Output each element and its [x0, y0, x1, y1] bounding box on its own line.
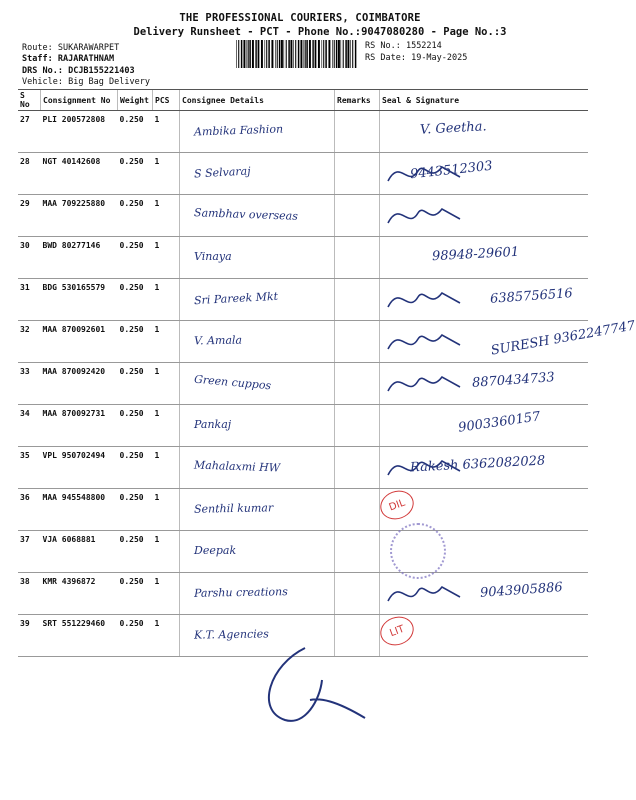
barcode-bar — [268, 40, 270, 68]
drs-label: DRS No.: — [22, 66, 63, 76]
vehicle-value: Big Bag Delivery — [68, 77, 150, 87]
consignee-cell — [180, 363, 335, 405]
table-row — [18, 573, 588, 615]
barcode-bar — [322, 40, 323, 68]
remarks-cell — [335, 405, 380, 447]
consignee-cell — [180, 573, 335, 615]
barcode-bar — [343, 40, 344, 68]
col-remarks: Remarks — [335, 90, 380, 111]
consignment-cell: VJA 6068881 — [41, 531, 118, 573]
barcode-bar — [355, 40, 357, 68]
remarks-cell — [335, 111, 380, 153]
remarks-cell — [335, 489, 380, 531]
signature-handwriting: 9443512303 — [409, 158, 494, 183]
barcode-bar — [247, 40, 248, 68]
signature-handwriting: 8870434733 — [471, 370, 556, 391]
rs-number — [365, 41, 442, 52]
col-consignment: Consignment No — [41, 90, 118, 111]
barcode-bar — [293, 40, 294, 68]
signature-cell — [380, 405, 589, 447]
barcode-bar — [266, 40, 267, 68]
barcode-bar — [323, 40, 324, 68]
pcs-cell: 1 — [153, 447, 180, 489]
consignee-handwriting: K.T. Agencies — [193, 627, 269, 642]
vehicle-label: Vehicle: — [22, 77, 63, 87]
weight-cell: 0.250 — [118, 279, 153, 321]
barcode-bar — [279, 40, 281, 68]
consignee-handwriting: V. Amala — [193, 333, 243, 348]
consignment-cell: VPL 950702494 — [41, 447, 118, 489]
staff-info — [22, 54, 114, 65]
weight-cell: 0.250 — [118, 153, 153, 195]
sno-cell: 32 — [18, 321, 41, 363]
barcode-bar — [312, 40, 313, 68]
barcode-bar — [284, 40, 285, 68]
staff-value: RAJARATHNAM — [57, 54, 115, 64]
barcode-bar — [252, 40, 254, 68]
sno-cell: 34 — [18, 405, 41, 447]
col-weight: Weight — [118, 90, 153, 111]
barcode-bar — [300, 40, 302, 68]
table-row — [18, 531, 588, 573]
consignee-handwriting: Pankaj — [194, 418, 232, 431]
weight-cell: 0.250 — [118, 363, 153, 405]
runsheet-table — [18, 89, 636, 657]
barcode-bar — [261, 40, 263, 68]
barcode-bar — [271, 40, 273, 68]
col-sno: S No — [18, 90, 41, 111]
barcode-bar — [305, 40, 306, 68]
barcode-bar — [238, 40, 239, 68]
signature-stroke — [388, 293, 460, 307]
pcs-cell: 1 — [153, 363, 180, 405]
table-row — [18, 153, 588, 195]
barcode-bar — [313, 40, 314, 68]
barcode-bar — [275, 40, 276, 68]
handwritten-signature — [250, 640, 370, 730]
signature-scribble — [380, 153, 480, 193]
consignment-cell: BWD 80277146 — [41, 237, 118, 279]
signature-cell — [380, 153, 589, 195]
pcs-cell: 1 — [153, 195, 180, 237]
signature-scribble — [380, 573, 480, 613]
signature-stroke — [388, 461, 460, 475]
signature-scribble — [380, 279, 480, 319]
consignee-cell — [180, 405, 335, 447]
weight-cell: 0.250 — [118, 237, 153, 279]
weight-cell: 0.250 — [118, 195, 153, 237]
signature-cell — [380, 447, 589, 489]
signature-handwriting: V. Geetha. — [419, 119, 487, 138]
barcode-bar — [295, 40, 296, 68]
barcode-bar — [336, 40, 338, 68]
rs-no-label: RS No.: — [365, 41, 401, 51]
signature-scribble — [380, 447, 480, 487]
weight-cell: 0.250 — [118, 111, 153, 153]
drs-value: DCJB155221403 — [68, 66, 135, 76]
barcode-bar — [306, 40, 308, 68]
signature-cell — [380, 279, 589, 321]
weight-cell: 0.250 — [118, 447, 153, 489]
consignee-handwriting: Deepak — [194, 544, 237, 557]
table-row — [18, 279, 588, 321]
barcode-bar — [286, 40, 287, 68]
barcode-bar — [243, 40, 245, 68]
barcode-bar — [328, 40, 330, 68]
consignment-cell: KMR 4396872 — [41, 573, 118, 615]
barcode-bar — [256, 40, 257, 68]
consignee-handwriting: Sri Pareek Mkt — [193, 289, 279, 308]
signature-scribble — [380, 321, 480, 361]
consignee-handwriting: Parshu creations — [193, 585, 288, 600]
signature-handwriting: 6385756516 — [489, 286, 574, 307]
sno-cell: 39 — [18, 615, 41, 657]
table-row — [18, 447, 588, 489]
sno-cell: 27 — [18, 111, 41, 153]
signature-cell — [380, 573, 589, 615]
consignee-cell — [180, 153, 335, 195]
barcode-bar — [277, 40, 278, 68]
signature-stroke — [388, 167, 460, 181]
route-label: Route: — [22, 43, 53, 53]
remarks-cell — [335, 153, 380, 195]
consignee-cell — [180, 321, 335, 363]
weight-cell: 0.250 — [118, 489, 153, 531]
pcs-cell: 1 — [153, 279, 180, 321]
barcode-bar — [352, 40, 353, 68]
signature-cell — [380, 531, 589, 573]
table-row — [18, 321, 588, 363]
barcode-bar — [281, 40, 283, 68]
consignment-cell: MAA 945548800 — [41, 489, 118, 531]
sno-cell: 28 — [18, 153, 41, 195]
signature-scribble — [380, 195, 480, 235]
staff-label: Staff: — [22, 54, 53, 64]
consignee-handwriting: Sambhav overseas — [193, 206, 299, 223]
table-row — [18, 489, 588, 531]
consignment-cell: SRT 551229460 — [41, 615, 118, 657]
weight-cell: 0.250 — [118, 405, 153, 447]
consignee-handwriting: Ambika Fashion — [193, 122, 284, 139]
runsheet-subtitle: Delivery Runsheet - PCT - Phone No.:9047080280 - Page No.:3 — [133, 26, 507, 38]
pcs-cell: 1 — [153, 153, 180, 195]
signature-cell — [380, 615, 589, 657]
consignment-cell: MAA 870092420 — [41, 363, 118, 405]
signature-stroke — [388, 209, 460, 223]
remarks-cell — [335, 531, 380, 573]
pcs-cell: 1 — [153, 615, 180, 657]
barcode-bar — [341, 40, 342, 68]
consignment-cell: MAA 709225880 — [41, 195, 118, 237]
barcode-bar — [350, 40, 351, 68]
consignee-handwriting: Senthil kumar — [193, 501, 274, 516]
consignee-handwriting: S Selvaraj — [193, 164, 251, 181]
route-value: SUKARAWARPET — [57, 43, 120, 53]
barcode-bar — [334, 40, 335, 68]
remarks-cell — [335, 447, 380, 489]
barcode — [236, 40, 356, 68]
consignee-cell — [180, 447, 335, 489]
consignee-cell — [180, 111, 335, 153]
remarks-cell — [335, 195, 380, 237]
signature-cell — [380, 318, 636, 363]
signature-cell — [380, 111, 589, 153]
sno-cell: 30 — [18, 237, 41, 279]
barcode-bar — [332, 40, 333, 68]
weight-cell: 0.250 — [118, 615, 153, 657]
sno-cell: 29 — [18, 195, 41, 237]
barcode-bar — [318, 40, 320, 68]
pcs-cell: 1 — [153, 573, 180, 615]
barcode-bar — [309, 40, 311, 68]
rs-date-value: 19-May-2025 — [411, 53, 468, 63]
consignee-cell — [180, 531, 335, 573]
signature-cell — [380, 195, 589, 237]
consignment-cell: BDG 530165579 — [41, 279, 118, 321]
dil-stamp: DIL — [376, 486, 418, 524]
pcs-cell: 1 — [153, 111, 180, 153]
signature-stroke — [388, 587, 460, 601]
table-row — [18, 195, 588, 237]
table-row — [18, 111, 588, 153]
consignee-cell — [180, 489, 335, 531]
sno-cell: 35 — [18, 447, 41, 489]
signature-cell — [380, 363, 589, 405]
consignee-cell — [180, 195, 335, 237]
pcs-cell: 1 — [153, 405, 180, 447]
weight-cell: 0.250 — [118, 531, 153, 573]
barcode-bar — [265, 40, 266, 68]
remarks-cell — [335, 237, 380, 279]
barcode-bar — [347, 40, 349, 68]
table-row — [18, 363, 588, 405]
signature-handwriting: Rakesh 6362082028 — [409, 453, 546, 476]
col-pcs: PCS — [153, 90, 180, 111]
company-title: THE PROFESSIONAL COURIERS, COIMBATORE — [179, 12, 421, 24]
signature-handwriting: 9003360157 — [457, 409, 542, 436]
drs-info — [22, 66, 135, 77]
pcs-cell: 1 — [153, 531, 180, 573]
barcode-bar — [255, 40, 256, 68]
table-header-row — [18, 90, 588, 111]
signature-handwriting: SURESH 9362247747 — [489, 318, 636, 359]
consignee-cell — [180, 279, 335, 321]
route-info — [22, 43, 119, 54]
remarks-cell — [335, 279, 380, 321]
barcode-bar — [304, 40, 305, 68]
barcode-bar — [325, 40, 327, 68]
pcs-cell: 1 — [153, 237, 180, 279]
sno-cell: 33 — [18, 363, 41, 405]
barcode-bar — [236, 40, 237, 68]
barcode-bar — [338, 40, 340, 68]
barcode-bar — [241, 40, 243, 68]
consignee-handwriting: Vinaya — [194, 250, 232, 263]
signature-stroke — [388, 335, 460, 349]
col-consignee: Consignee Details — [180, 90, 335, 111]
pcs-cell: 1 — [153, 321, 180, 363]
col-signature: Seal & Signature — [380, 90, 589, 111]
signature-scribble — [380, 363, 480, 403]
sno-cell: 38 — [18, 573, 41, 615]
sno-cell: 36 — [18, 489, 41, 531]
remarks-cell — [335, 363, 380, 405]
seal-stamp-circle — [390, 523, 446, 579]
consignment-cell: MAA 870092731 — [41, 405, 118, 447]
barcode-bar — [258, 40, 260, 68]
barcode-bar — [298, 40, 300, 68]
consignment-cell: MAA 870092601 — [41, 321, 118, 363]
remarks-cell — [335, 321, 380, 363]
rs-no-value: 1552214 — [405, 41, 442, 51]
weight-cell: 0.250 — [118, 573, 153, 615]
barcode-bar — [288, 40, 290, 68]
signature-handwriting: 98948-29601 — [431, 244, 520, 265]
vehicle-info — [22, 77, 150, 88]
barcode-bar — [315, 40, 317, 68]
weight-cell: 0.250 — [118, 321, 153, 363]
lit-stamp: LIT — [376, 612, 418, 650]
rs-date-label: RS Date: — [365, 53, 406, 63]
pcs-cell: 1 — [153, 489, 180, 531]
sno-cell: 37 — [18, 531, 41, 573]
signature-handwriting: 9043905886 — [479, 580, 564, 601]
remarks-cell — [335, 573, 380, 615]
barcode-bar — [248, 40, 249, 68]
barcode-bar — [290, 40, 292, 68]
consignee-handwriting: Mahalaxmi HW — [193, 458, 281, 475]
table-row — [18, 237, 588, 279]
consignee-handwriting: Green cuppos — [193, 372, 272, 393]
signature-cell — [380, 237, 589, 279]
consignment-cell: NGT 40142608 — [41, 153, 118, 195]
signature-stroke — [388, 377, 460, 391]
rs-date — [365, 53, 467, 64]
table-row — [18, 405, 588, 447]
barcode-bar — [249, 40, 251, 68]
sno-cell: 31 — [18, 279, 41, 321]
consignee-cell — [180, 237, 335, 279]
barcode-bar — [345, 40, 347, 68]
consignment-cell: PLI 200572808 — [41, 111, 118, 153]
